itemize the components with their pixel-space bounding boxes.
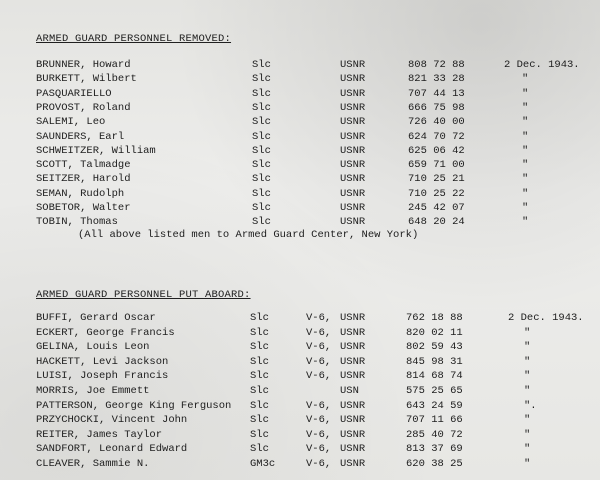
personnel-service: USNR xyxy=(340,428,366,441)
personnel-rate: Slc xyxy=(250,341,269,354)
personnel-service: USNR xyxy=(340,312,366,324)
table-row xyxy=(0,340,600,354)
table-row xyxy=(0,457,600,471)
transfer-date: " xyxy=(522,173,529,186)
removed-note: (All above listed men to Armed Guard Center, New York) xyxy=(78,229,419,241)
personnel-rate: Slc xyxy=(252,73,271,86)
personnel-class: V-6, xyxy=(306,458,332,470)
service-number: 659 71 00 xyxy=(408,159,465,172)
removed-section-title: ARMED GUARD PERSONNEL REMOVED: xyxy=(36,33,232,45)
transfer-date: " xyxy=(522,187,529,200)
personnel-service: USNR xyxy=(340,187,366,200)
personnel-rate: Slc xyxy=(250,312,269,324)
table-row xyxy=(0,101,600,115)
transfer-date: " xyxy=(524,370,531,383)
service-number: 285 40 72 xyxy=(406,428,463,441)
personnel-service: USNR xyxy=(340,87,366,100)
personnel-name: PROVOST, Roland xyxy=(36,101,131,114)
table-row xyxy=(0,187,600,201)
table-row xyxy=(0,413,600,427)
personnel-rate: Slc xyxy=(252,116,271,129)
personnel-name: SANDFORT, Leonard Edward xyxy=(36,443,188,456)
personnel-name: ECKERT, George Francis xyxy=(36,326,175,339)
personnel-service: USNR xyxy=(340,326,366,339)
service-number: 245 42 07 xyxy=(408,202,465,214)
personnel-service: USNR xyxy=(340,458,366,470)
personnel-rate: Slc xyxy=(250,355,269,368)
transfer-date: " xyxy=(522,73,529,86)
personnel-rate: Slc xyxy=(250,326,269,339)
personnel-service: USNR xyxy=(340,173,366,186)
personnel-rate: GM3c xyxy=(250,458,276,470)
personnel-service: USNR xyxy=(340,59,366,71)
transfer-date: " xyxy=(522,87,529,100)
transfer-date: " xyxy=(524,355,531,368)
service-number: 624 70 72 xyxy=(408,130,465,143)
personnel-name: SALEMI, Leo xyxy=(36,116,106,129)
table-row xyxy=(0,399,600,413)
personnel-class: V-6, xyxy=(306,355,332,368)
personnel-name: BURKETT, Wilbert xyxy=(36,73,137,86)
transfer-date: " xyxy=(524,414,531,427)
personnel-service: USNR xyxy=(340,73,366,86)
service-number: 821 33 28 xyxy=(408,73,465,86)
personnel-name: MORRIS, Joe Emmett xyxy=(36,385,150,397)
personnel-name: REITER, James Taylor xyxy=(36,428,163,441)
aboard-section-title: ARMED GUARD PERSONNEL PUT ABOARD: xyxy=(36,289,251,301)
personnel-service: USNR xyxy=(340,144,366,157)
transfer-date: " xyxy=(522,130,529,143)
transfer-date: " xyxy=(524,341,531,354)
service-number: 726 40 00 xyxy=(408,116,465,129)
table-row xyxy=(0,144,600,158)
personnel-service: USNR xyxy=(340,414,366,427)
transfer-date: " xyxy=(522,144,529,157)
personnel-service: USNR xyxy=(340,116,366,129)
personnel-class: V-6, xyxy=(306,428,332,441)
service-number: 845 98 31 xyxy=(406,355,463,368)
personnel-service: USNR xyxy=(340,159,366,172)
table-row xyxy=(0,326,600,340)
service-number: 813 37 69 xyxy=(406,443,463,456)
personnel-service: USN xyxy=(340,385,359,397)
service-number: 625 06 42 xyxy=(408,144,465,157)
personnel-rate: Slc xyxy=(252,159,271,172)
personnel-name: SEITZER, Harold xyxy=(36,173,131,186)
service-number: 707 11 66 xyxy=(406,414,463,427)
transfer-date: " xyxy=(522,101,529,114)
personnel-class: V-6, xyxy=(306,443,332,456)
personnel-rate: Slc xyxy=(252,173,271,186)
personnel-class: V-6, xyxy=(306,370,332,383)
personnel-service: USNR xyxy=(340,130,366,143)
transfer-date: 2 Dec. 1943. xyxy=(504,59,580,71)
personnel-rate: Slc xyxy=(250,443,269,456)
transfer-date: " xyxy=(524,385,531,397)
table-row xyxy=(0,442,600,456)
personnel-service: USNR xyxy=(340,101,366,114)
personnel-name: CLEAVER, Sammie N. xyxy=(36,458,150,470)
personnel-name: SCOTT, Talmadge xyxy=(36,159,131,172)
personnel-rate: Slc xyxy=(252,59,271,71)
table-row xyxy=(0,87,600,101)
table-row xyxy=(0,311,600,325)
personnel-name: SCHWEITZER, William xyxy=(36,144,156,157)
service-number: 666 75 98 xyxy=(408,101,465,114)
personnel-service: USNR xyxy=(340,216,366,229)
transfer-date: " xyxy=(522,202,529,214)
table-row xyxy=(0,215,600,229)
table-row xyxy=(0,58,600,72)
personnel-rate: Slc xyxy=(252,216,271,229)
service-number: 710 25 21 xyxy=(408,173,465,186)
personnel-name: BRUNNER, Howard xyxy=(36,59,131,71)
personnel-rate: Slc xyxy=(252,144,271,157)
transfer-date: " xyxy=(522,116,529,129)
transfer-date: " xyxy=(524,458,531,470)
personnel-service: USNR xyxy=(340,443,366,456)
table-row xyxy=(0,384,600,398)
personnel-name: PASQUARIELLO xyxy=(36,87,112,100)
service-number: 707 44 13 xyxy=(408,87,465,100)
personnel-name: SAUNDERS, Earl xyxy=(36,130,125,143)
personnel-class: V-6, xyxy=(306,326,332,339)
transfer-date: " xyxy=(522,216,529,229)
personnel-name: SEMAN, Rudolph xyxy=(36,187,125,200)
personnel-class: V-6, xyxy=(306,312,332,324)
personnel-service: USNR xyxy=(340,399,366,412)
service-number: 808 72 88 xyxy=(408,59,465,71)
personnel-name: SOBETOR, Walter xyxy=(36,202,131,214)
transfer-date: " xyxy=(524,443,531,456)
personnel-rate: Slc xyxy=(252,87,271,100)
personnel-service: USNR xyxy=(340,355,366,368)
service-number: 820 02 11 xyxy=(406,326,463,339)
personnel-rate: Slc xyxy=(250,428,269,441)
personnel-name: PATTERSON, George King Ferguson xyxy=(36,399,232,412)
personnel-class: V-6, xyxy=(306,399,332,412)
personnel-name: PRZYCHOCKI, Vincent John xyxy=(36,414,188,427)
personnel-class: V-6, xyxy=(306,414,332,427)
personnel-rate: Slc xyxy=(252,202,271,214)
transfer-date: 2 Dec. 1943. xyxy=(508,312,584,324)
table-row xyxy=(0,428,600,442)
service-number: 620 38 25 xyxy=(406,458,463,470)
personnel-name: HACKETT, Levi Jackson xyxy=(36,355,169,368)
personnel-service: USNR xyxy=(340,370,366,383)
personnel-rate: Slc xyxy=(250,399,269,412)
transfer-date: " xyxy=(524,428,531,441)
table-row xyxy=(0,369,600,383)
table-row xyxy=(0,158,600,172)
personnel-rate: Slc xyxy=(252,101,271,114)
service-number: 648 20 24 xyxy=(408,216,465,229)
service-number: 710 25 22 xyxy=(408,187,465,200)
personnel-rate: Slc xyxy=(252,130,271,143)
service-number: 802 59 43 xyxy=(406,341,463,354)
transfer-date: " xyxy=(524,326,531,339)
personnel-rate: Slc xyxy=(250,385,269,397)
table-row xyxy=(0,115,600,129)
personnel-service: USNR xyxy=(340,202,366,214)
personnel-name: TOBIN, Thomas xyxy=(36,216,118,229)
personnel-rate: Slc xyxy=(252,187,271,200)
table-row xyxy=(0,355,600,369)
table-row xyxy=(0,172,600,186)
service-number: 643 24 59 xyxy=(406,399,463,412)
service-number: 575 25 65 xyxy=(406,385,463,397)
service-number: 814 68 74 xyxy=(406,370,463,383)
table-row xyxy=(0,201,600,215)
personnel-name: LUISI, Joseph Francis xyxy=(36,370,169,383)
personnel-rate: Slc xyxy=(250,414,269,427)
personnel-class: V-6, xyxy=(306,341,332,354)
personnel-rate: Slc xyxy=(250,370,269,383)
transfer-date: " xyxy=(522,159,529,172)
personnel-name: BUFFI, Gerard Oscar xyxy=(36,312,156,324)
table-row xyxy=(0,72,600,86)
personnel-name: GELINA, Louis Leon xyxy=(36,341,150,354)
table-row xyxy=(0,130,600,144)
transfer-date: ". xyxy=(524,399,537,412)
service-number: 762 18 88 xyxy=(406,312,463,324)
personnel-service: USNR xyxy=(340,341,366,354)
